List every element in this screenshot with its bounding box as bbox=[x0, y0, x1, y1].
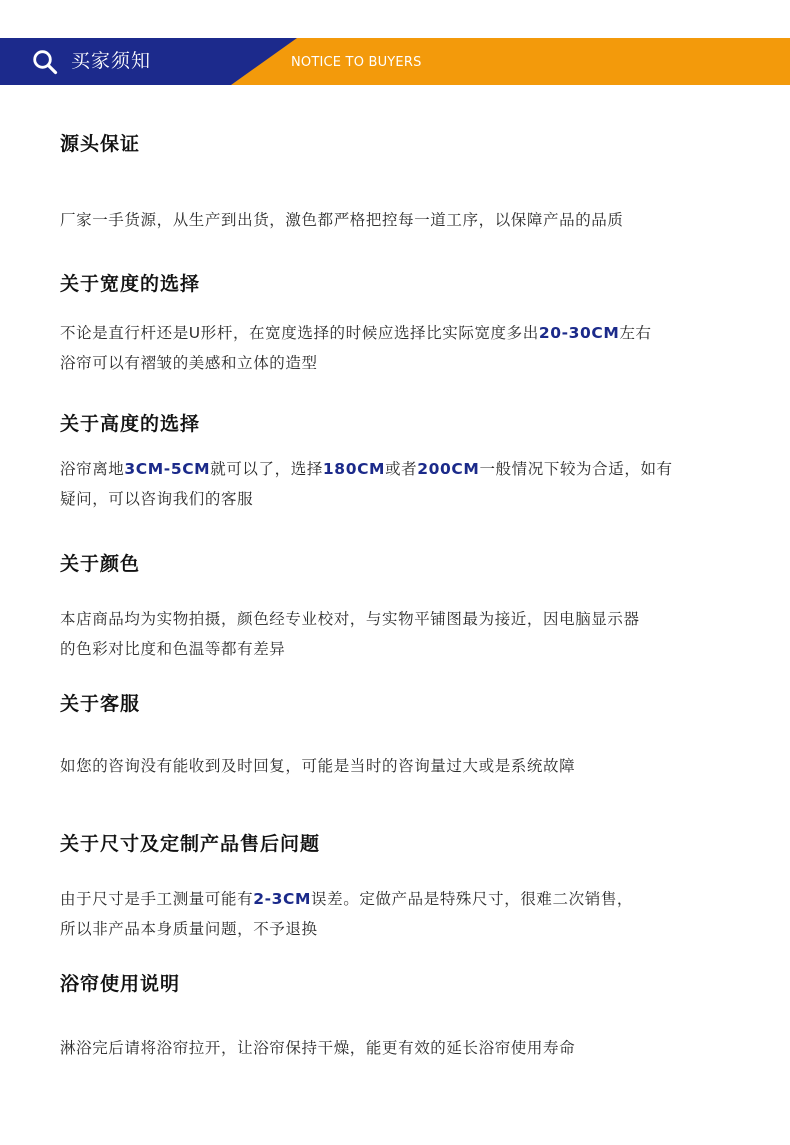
body-text: 就可以了，选择 bbox=[210, 460, 323, 478]
header-banner bbox=[0, 38, 790, 85]
section-heading: 关于宽度的选择 bbox=[60, 273, 201, 295]
section-body bbox=[60, 604, 730, 664]
body-text: 所以非产品本身质量问题，不予退换 bbox=[60, 920, 318, 938]
body-text: 浴帘离地 bbox=[60, 460, 125, 478]
body-text: 误差。定做产品是特殊尺寸，很难二次销售， bbox=[311, 890, 634, 908]
section-usage-instructions bbox=[60, 971, 730, 1063]
body-text: 由于尺寸是手工测量可能有 bbox=[60, 890, 254, 908]
section-body bbox=[60, 1033, 730, 1063]
body-text: 的色彩对比度和色温等都有差异 bbox=[60, 640, 286, 658]
highlighted-measurement: 2-3CM bbox=[253, 890, 312, 908]
section-heading: 关于客服 bbox=[60, 693, 141, 715]
section-body bbox=[60, 751, 730, 781]
section-size-after-sales bbox=[60, 831, 730, 944]
highlighted-measurement: 180CM bbox=[322, 460, 386, 478]
highlighted-measurement: 3CM-5CM bbox=[124, 460, 211, 478]
section-heading: 浴帘使用说明 bbox=[60, 973, 181, 995]
body-text: 一般情况下较为合适，如有 bbox=[479, 460, 673, 478]
section-body bbox=[60, 205, 730, 235]
body-text: 本店商品均为实物拍摄，颜色经专业校对，与实物平铺图最为接近，因电脑显示器 bbox=[60, 610, 640, 628]
body-text: 厂家一手货源，从生产到出货，激色都严格把控每一道工序，以保障产品的品质 bbox=[60, 211, 624, 229]
body-text: 不论是直行杆还是U形杆，在宽度选择的时候应选择比实际宽度多出 bbox=[60, 324, 539, 342]
section-color bbox=[60, 551, 730, 664]
section-heading: 关于高度的选择 bbox=[60, 413, 201, 435]
body-text: 浴帘可以有褶皱的美感和立体的造型 bbox=[60, 354, 318, 372]
page-subtitle: NOTICE TO BUYERS bbox=[291, 55, 422, 70]
body-text: 左右 bbox=[619, 324, 652, 342]
section-width-choice bbox=[60, 271, 730, 378]
section-height-choice bbox=[60, 411, 730, 514]
section-heading: 关于尺寸及定制产品售后问题 bbox=[60, 833, 321, 855]
body-text: 或者 bbox=[385, 460, 418, 478]
body-text: 疑问，可以咨询我们的客服 bbox=[60, 490, 254, 508]
section-body bbox=[60, 884, 730, 944]
page-title: 买家须知 bbox=[71, 50, 152, 72]
section-heading: 源头保证 bbox=[60, 133, 141, 155]
section-body bbox=[60, 454, 730, 514]
section-body bbox=[60, 318, 730, 378]
section-source-guarantee bbox=[60, 131, 730, 235]
search-icon bbox=[32, 49, 58, 75]
section-customer-service bbox=[60, 691, 730, 781]
highlighted-measurement: 200CM bbox=[417, 460, 480, 478]
body-text: 如您的咨询没有能收到及时回复，可能是当时的咨询量过大或是系统故障 bbox=[60, 757, 576, 775]
highlighted-measurement: 20-30CM bbox=[538, 324, 620, 342]
body-text: 淋浴完后请将浴帘拉开，让浴帘保持干燥，能更有效的延长浴帘使用寿命 bbox=[60, 1039, 576, 1057]
section-heading: 关于颜色 bbox=[60, 553, 141, 575]
